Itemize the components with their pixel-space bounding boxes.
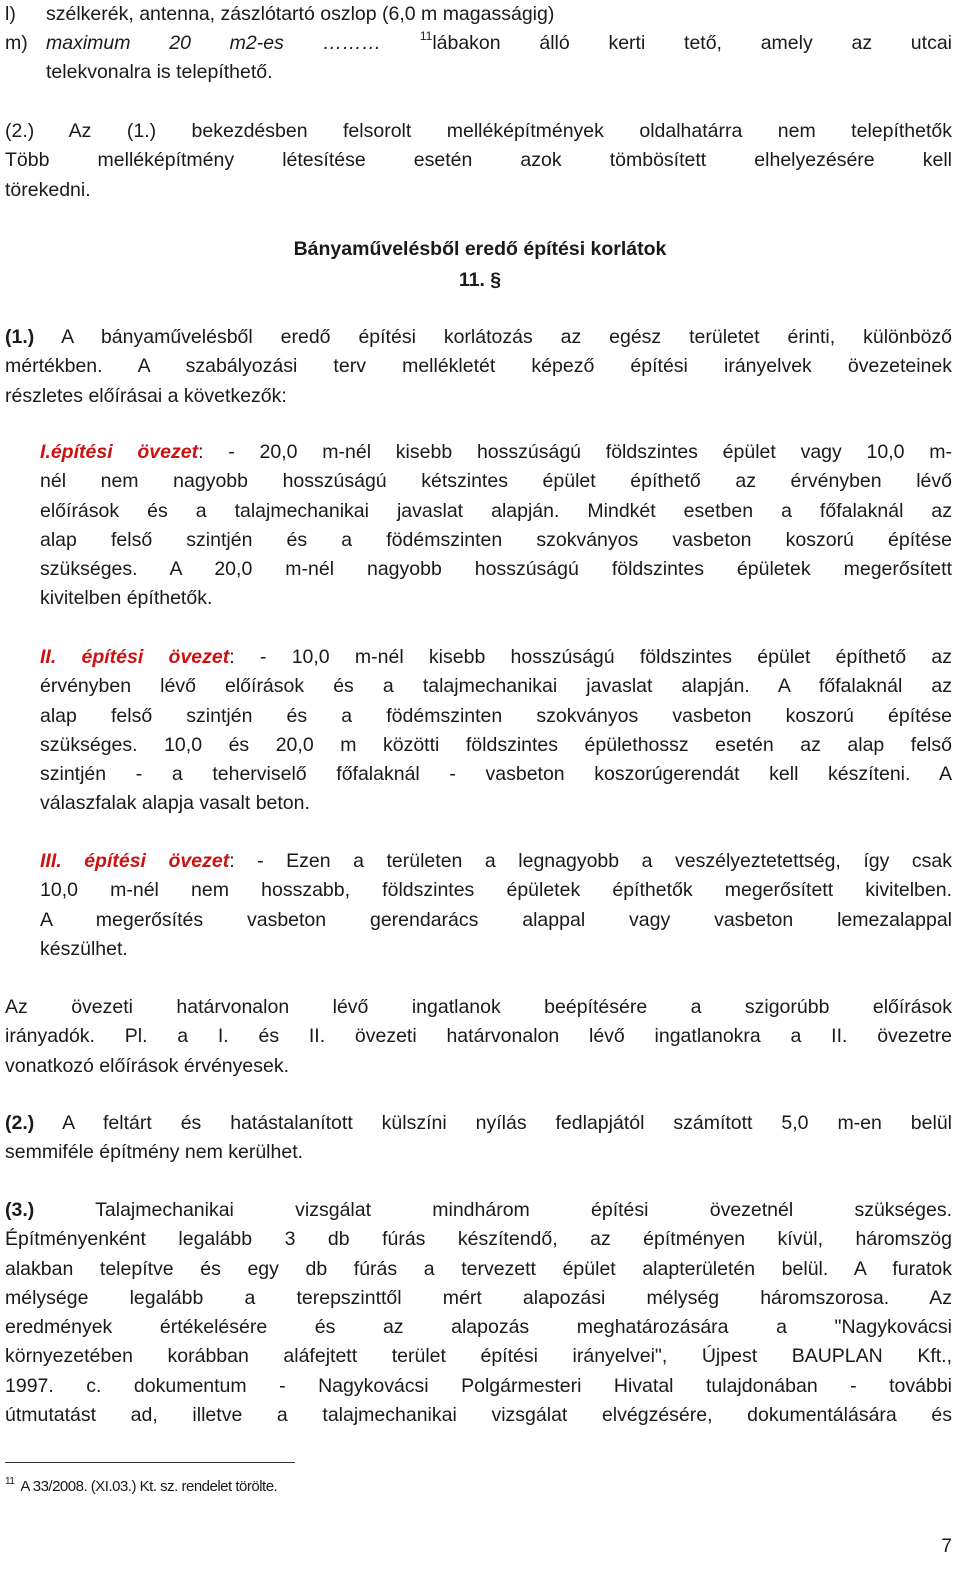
zone-label: III. építési övezet	[40, 850, 230, 872]
zone-label: II. építési övezet	[40, 646, 230, 668]
section-title: Bányaművelésből eredő építési korlátok	[293, 238, 667, 260]
para-text: Építményenként legalább 3 db fúrás készítendő, az építményen kívül, háromszög	[5, 1228, 952, 1251]
list-item-m	[5, 29, 952, 88]
paragraph-1	[5, 323, 952, 411]
para-text: környezetében korábban aláfejtett terület építési irányelvei", Újpest BAUPLAN Kft.,	[5, 1345, 952, 1368]
zone-text: nél nem nagyobb hosszúságú kétszintes épület építhető az érvényben lévő	[40, 470, 952, 493]
para-label: (2.)	[5, 1112, 35, 1134]
zone-text: - Ezen a területen a legnagyobb a veszélyeztetettség, így csak	[257, 850, 952, 872]
list-label: m)	[5, 32, 28, 54]
section-number: 11. §	[458, 269, 502, 291]
para-label: (1.)	[5, 326, 35, 348]
list-text-cont: telekvonalra is telepíthető.	[46, 61, 273, 84]
border-paragraph	[5, 993, 952, 1081]
footnote-number: 11	[5, 1476, 15, 1487]
zone-text: szükséges. A 20,0 m-nél nagyobb hosszúságú földszintes épületek megerősített	[40, 558, 952, 581]
para-text: alakban telepítve és egy db fúrás a tervezett épület alapterületén belül. A furatok	[5, 1257, 952, 1280]
zone-1: I.építési övezet: - 20,0 m-nél kisebb hosszúságú földszintes épület vagy 10,0 m- nél nem nagyobb hosszúságú kétszintes épület építhető az érvényben lévő előírások és a talajmechanikai javaslat alapján. Mindkét esetben a főfalaknál az alap felső szintjén és a födémszinten szokványos vasbeton koszorú építése szükséges. A 20,0 m-nél nagyobb hosszúságú földszintes épületek megerősített kivitelben építhetők.	[40, 438, 952, 614]
zone-text: válaszfalak alapja vasalt beton.	[40, 792, 310, 815]
para-text: eredmények értékelésére és az alapozás meghatározására a "Nagykovácsi	[5, 1316, 952, 1339]
zone-text: - 10,0 m-nél kisebb hosszúságú földszintes épület építhető az	[259, 646, 952, 668]
paragraph-2b	[5, 1109, 952, 1168]
zone-text: készülhet.	[40, 937, 128, 960]
zone-text: A megerősítés vasbeton gerendarács alappal vagy vasbeton lemezalappal	[40, 908, 952, 931]
zone-text: kivitelben építhetők.	[40, 587, 213, 610]
zone-text: alap felső szintjén és a födémszinten szokványos vasbeton koszorú építése	[40, 704, 952, 727]
zone-3: III. építési övezet: - Ezen a területen a legnagyobb a veszélyeztetettség, így csak 10,0 m-nél nem hosszabb, földszintes épületek építhetők megerősített kivitelben. A megerősítés vasbeton gerendarács alappal vagy vasbeton lemezalappal készülhet.	[40, 847, 952, 964]
list-text: lábakon álló kerti tető, amely az utcai	[432, 32, 952, 54]
footnote-divider	[5, 1462, 295, 1463]
para-text: útmutatást ad, illetve a talajmechanikai vizsgálat elvégzésére, dokumentálására és	[5, 1404, 952, 1427]
footnote-text: A 33/2008. (XI.03.) Kt. sz. rendelet törölte.	[20, 1478, 278, 1495]
paragraph-2a	[5, 117, 952, 205]
zone-text: 10,0 m-nél nem hosszabb, földszintes épületek építhetők megerősített kivitelben.	[40, 879, 952, 902]
zone-text: szintjén - a teherviselő főfalaknál - vasbeton koszorúgerendát kell készíteni. A	[40, 763, 952, 786]
para-text: mélysége legalább a terepszinttől mért alapozási mélység háromszorosa. Az	[5, 1286, 952, 1309]
zone-text: - 20,0 m-nél kisebb hosszúságú földszintes épület vagy 10,0 m-	[228, 441, 953, 463]
zone-text: előírások és a talajmechanikai javaslat alapján. Mindkét esetben a főfalaknál az	[40, 499, 952, 522]
para-text: részletes előírásai a következők:	[5, 384, 287, 407]
para-text: törekedni.	[5, 178, 91, 201]
para-text: A bányaművelésből eredő építési korlátozás az egész területet érinti, különböző	[61, 326, 953, 348]
para-text: mértékben. A szabályozási terv mellékletét képező építési irányelvek övezeteinek	[5, 355, 952, 378]
zone-2: II. építési övezet: - 10,0 m-nél kisebb hosszúságú földszintes épület építhető az érvényben lévő előírások és a talajmechanikai javaslat alapján. A főfalaknál az alap felső szintjén és a födémszinten szokványos vasbeton koszorú építése szükséges. 10,0 és 20,0 m közötti földszintes épülethossz esetén az alap felső szintjén - a teherviselő főfalaknál - vasbeton koszorúgerendát kell készíteni. A válaszfalak alapja vasalt beton.	[40, 643, 952, 819]
page-number: 7	[941, 1536, 952, 1557]
para-text: semmiféle építmény nem kerülhet.	[5, 1141, 304, 1164]
para-text: vonatkozó előírások érvényesek.	[5, 1054, 289, 1077]
para-text: Az övezeti határvonalon lévő ingatlanok beépítésére a szigorúbb előírások	[5, 996, 952, 1018]
list-item-l	[5, 0, 952, 29]
list-label: l)	[5, 3, 16, 25]
para-text: irányadók. Pl. a I. és II. övezeti határvonalon lévő ingatlanokra a II. övezetre	[5, 1025, 952, 1048]
para-text: 1997. c. dokumentum - Nagykovácsi Polgármesteri Hivatal tulajdonában - további	[5, 1374, 952, 1397]
zone-text: érvényben lévő előírások és a talajmechanikai javaslat alapján. A főfalaknál az	[40, 675, 952, 698]
zone-text: alap felső szintjén és a födémszinten szokványos vasbeton koszorú építése	[40, 528, 952, 551]
footnote-ref[interactable]: 11	[419, 29, 433, 43]
list-italic-text: maximum 20 m2-es ………	[46, 32, 382, 54]
para-label: (2.)	[5, 120, 35, 142]
footnote	[5, 1472, 277, 1501]
para-text: Több melléképítmény létesítése esetén azok tömbösített elhelyezésére kell	[5, 149, 952, 172]
paragraph-3	[5, 1196, 952, 1430]
zone-label: I.építési övezet	[40, 441, 199, 463]
para-text: Talajmechanikai vizsgálat mindhárom építési övezetnél szükséges.	[95, 1199, 952, 1221]
para-text: A feltárt és hatástalanított külszíni nyílás fedlapjától számított 5,0 m-en belül	[62, 1112, 953, 1134]
para-text: Az (1.) bekezdésben felsorolt melléképítmények oldalhatárra nem telepíthetők	[68, 120, 952, 142]
para-label: (3.)	[5, 1199, 35, 1221]
zone-text: szükséges. 10,0 és 20,0 m közötti földszintes épülethossz esetén az alap felső	[40, 733, 952, 756]
list-text: szélkerék, antenna, zászlótartó oszlop (6,0 m magasságig)	[46, 3, 555, 25]
